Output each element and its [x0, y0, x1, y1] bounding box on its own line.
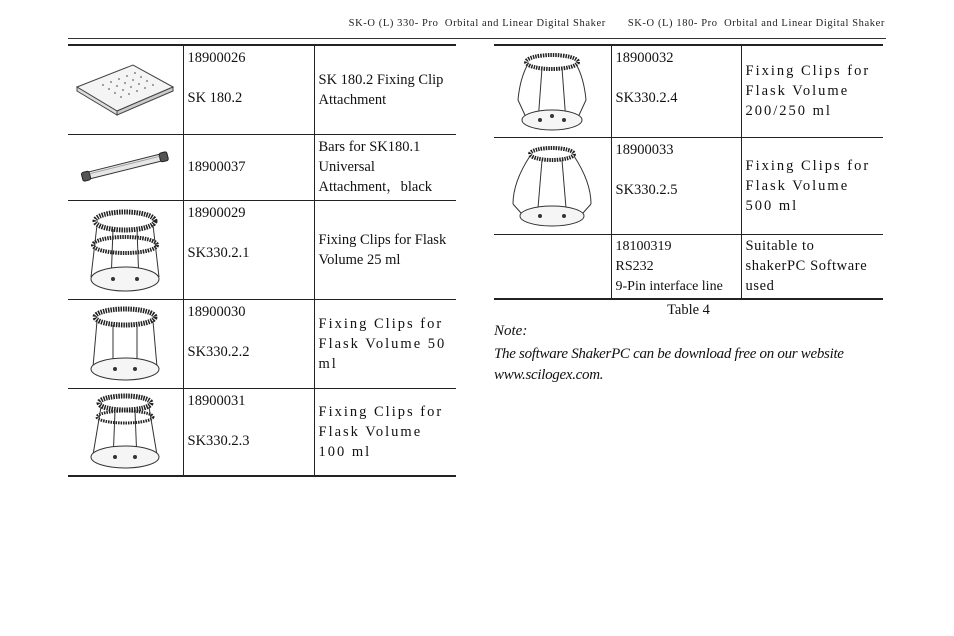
part-description: SK 180.2 Fixing Clip Attachment [314, 45, 456, 134]
part-number: 18900026 [187, 50, 246, 66]
part-model: SK330.2.2 [187, 343, 250, 360]
part-number: 18900029 [187, 204, 246, 221]
flask-clip-icon [494, 137, 611, 234]
table-row [68, 388, 456, 476]
table-row [494, 137, 883, 234]
part-number: 18900030 [187, 303, 246, 320]
header-right-title: SK-O (L) 180- Pro Orbital and Linear Digital Shaker [627, 18, 885, 29]
platform-plate-image [68, 45, 183, 134]
part-number: 18900031 [187, 392, 246, 409]
part-number: 18900037 [187, 159, 246, 175]
part-code-cell [611, 137, 741, 234]
part-number: 18100319 [615, 238, 672, 254]
part-model: SK330.2.5 [615, 181, 678, 198]
part-code-cell [611, 45, 741, 137]
part-model: RS232 [615, 258, 654, 274]
table-row [68, 299, 456, 388]
part-description: Fixing Clips for Flask Volume 200/250 ml [741, 45, 883, 137]
part-model: SK330.2.1 [187, 244, 250, 261]
part-code-cell [183, 45, 314, 134]
part-code-cell [611, 234, 741, 299]
page-header [0, 18, 885, 29]
note-text: The software ShakerPC can be download free on our website www.scilogex.com. [494, 346, 844, 383]
part-model: SK330.2.3 [187, 432, 250, 449]
accessory-table-left [68, 44, 456, 477]
part-description: Fixing Clips for Flask Volume 50 ml [314, 299, 456, 388]
header-rule [68, 38, 886, 39]
table-caption: Table 4 [667, 302, 710, 318]
accessory-table-right [494, 44, 883, 300]
table-row [68, 200, 456, 299]
part-number: 18900033 [615, 141, 674, 158]
part-model: SK330.2.4 [615, 90, 678, 106]
empty-image-cell [494, 234, 611, 299]
part-code-cell [183, 134, 314, 200]
table-row [494, 234, 883, 299]
header-left-title: SK-O (L) 330- Pro Orbital and Linear Digital Shaker [348, 18, 606, 29]
part-description: Bars for SK180.1 Universal Attachment，black [314, 134, 456, 200]
table-row [68, 134, 456, 200]
flask-clip-icon [494, 45, 611, 137]
part-description: Fixing Clips for Flask Volume 100 ml [314, 388, 456, 476]
table-row [494, 45, 883, 137]
part-number: 18900032 [615, 50, 674, 66]
part-model: SK 180.2 [187, 90, 243, 106]
bar-image [68, 134, 183, 200]
note-label: Note: [494, 323, 528, 339]
part-code-cell [183, 200, 314, 299]
part-description: Fixing Clips for Flask Volume 25 ml [314, 200, 456, 299]
part-description: Fixing Clips for Flask Volume 500 ml [741, 137, 883, 234]
flask-clip-icon [68, 299, 183, 388]
part-description: Suitable to shakerPC Software used [741, 234, 883, 299]
table-row [68, 45, 456, 134]
part-note: 9-Pin interface line [615, 278, 723, 294]
part-code-cell [183, 388, 314, 476]
flask-clip-icon [68, 388, 183, 476]
part-code-cell [183, 299, 314, 388]
flask-clip-icon [68, 200, 183, 299]
